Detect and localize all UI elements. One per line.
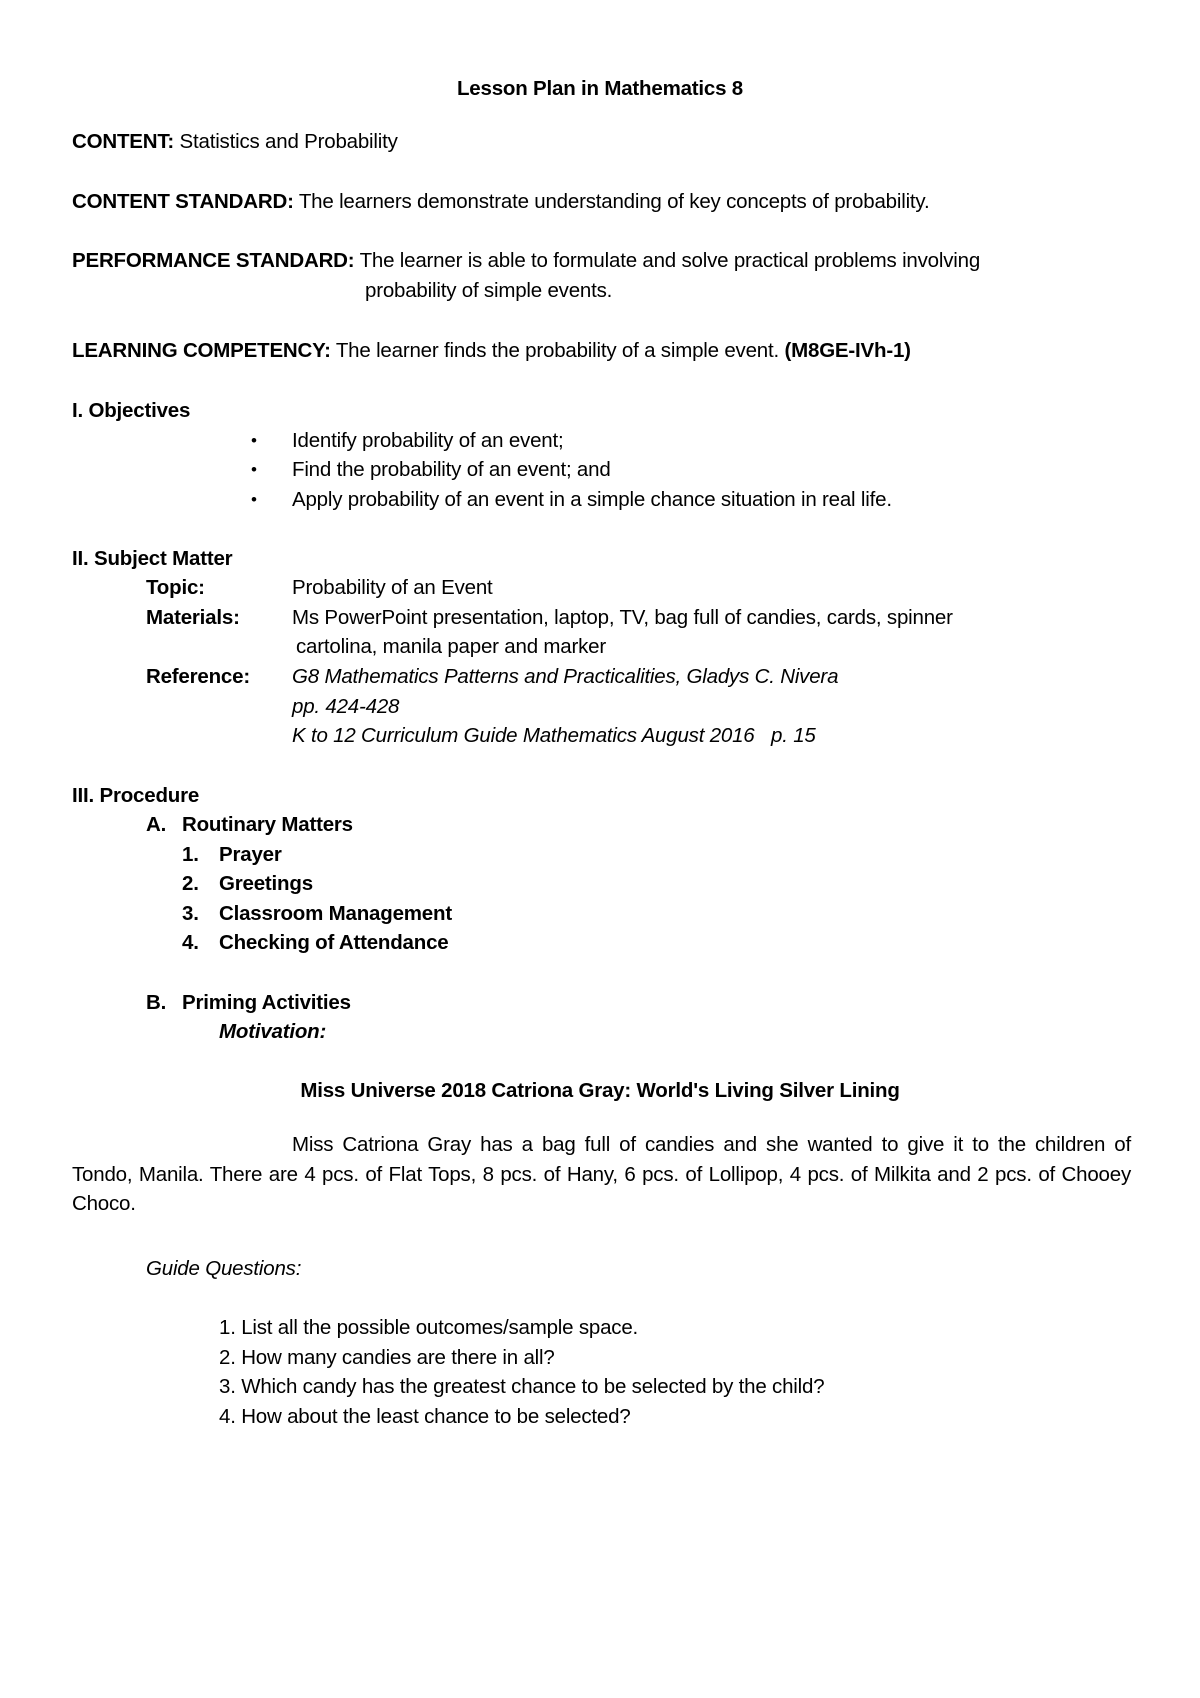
guide-question: 2. How many candies are there in all? xyxy=(219,1346,555,1369)
section-a-letter: A. xyxy=(146,813,167,836)
reference-label: Reference: xyxy=(146,665,250,688)
bullet-icon: • xyxy=(251,460,257,479)
content-standard-line xyxy=(72,189,929,215)
routine-number: 2. xyxy=(182,872,199,895)
bullet-icon: • xyxy=(251,431,257,450)
learning-competency-label: LEARNING COMPETENCY: xyxy=(72,339,331,362)
story-paragraph: Miss Catriona Gray has a bag full of candies and she wanted to give it to the children of Tondo, Manila. There are 4 pcs. of Flat Tops, 8 pcs. of Hany, 6 pcs. of Lollipop, 4 pcs. of Milkita and 2 pcs. of Chooey Choco. xyxy=(72,1133,1131,1215)
content-standard-text: The learners demonstrate understanding of key concepts of probability. xyxy=(298,190,930,213)
objectives-heading: I. Objectives xyxy=(72,399,191,422)
performance-standard-text-1: The learner is able to formulate and solve practical problems involving xyxy=(359,249,981,272)
routine-number: 1. xyxy=(182,843,199,866)
section-b-letter: B. xyxy=(146,991,167,1014)
routine-number: 4. xyxy=(182,931,199,954)
topic-label: Topic: xyxy=(146,576,205,599)
subject-matter-heading: II. Subject Matter xyxy=(72,547,233,570)
reference-line: G8 Mathematics Patterns and Practicalities, Gladys C. Nivera xyxy=(292,665,839,688)
content-standard-label: CONTENT STANDARD: xyxy=(72,190,294,213)
objective-item: Identify probability of an event; xyxy=(292,429,564,452)
materials-value-2: cartolina, manila paper and marker xyxy=(296,635,606,658)
guide-question: 1. List all the possible outcomes/sample space. xyxy=(219,1316,639,1339)
materials-label: Materials: xyxy=(146,606,240,629)
objective-item: Apply probability of an event in a simple chance situation in real life. xyxy=(292,488,892,511)
guide-question: 4. How about the least chance to be selected? xyxy=(219,1405,631,1428)
topic-value: Probability of an Event xyxy=(292,576,493,599)
learning-competency-text: The learner finds the probability of a simple event. xyxy=(335,339,779,362)
bullet-icon: • xyxy=(251,490,257,509)
content-text: Statistics and Probability xyxy=(179,130,398,153)
motivation-label: Motivation: xyxy=(219,1020,327,1043)
learning-competency-code: (M8GE-IVh-1) xyxy=(784,339,911,362)
section-b-title: Priming Activities xyxy=(182,991,351,1014)
learning-competency-line xyxy=(72,338,911,364)
page-title: Lesson Plan in Mathematics 8 xyxy=(456,77,744,100)
performance-standard-text-2: probability of simple events. xyxy=(365,279,613,302)
reference-line: pp. 424-428 xyxy=(292,695,400,718)
guide-questions-label: Guide Questions: xyxy=(146,1257,302,1280)
routine-item: Checking of Attendance xyxy=(219,931,449,954)
content-label: CONTENT: xyxy=(72,130,175,153)
story-title: Miss Universe 2018 Catriona Gray: World's Living Silver Lining xyxy=(300,1079,900,1102)
guide-question: 3. Which candy has the greatest chance to be selected by the child? xyxy=(219,1375,825,1398)
section-a-title: Routinary Matters xyxy=(182,813,353,836)
content-line xyxy=(72,129,398,155)
routine-item: Greetings xyxy=(219,872,313,895)
materials-value-1: Ms PowerPoint presentation, laptop, TV, bag full of candies, cards, spinner xyxy=(292,606,953,629)
procedure-heading: III. Procedure xyxy=(72,784,200,807)
performance-standard-line xyxy=(72,248,980,274)
routine-item: Classroom Management xyxy=(219,902,452,925)
objective-item: Find the probability of an event; and xyxy=(292,458,611,481)
reference-line: K to 12 Curriculum Guide Mathematics August 2016 p. 15 xyxy=(292,724,816,747)
routine-item: Prayer xyxy=(219,843,282,866)
performance-standard-label: PERFORMANCE STANDARD: xyxy=(72,249,355,272)
routine-number: 3. xyxy=(182,902,199,925)
